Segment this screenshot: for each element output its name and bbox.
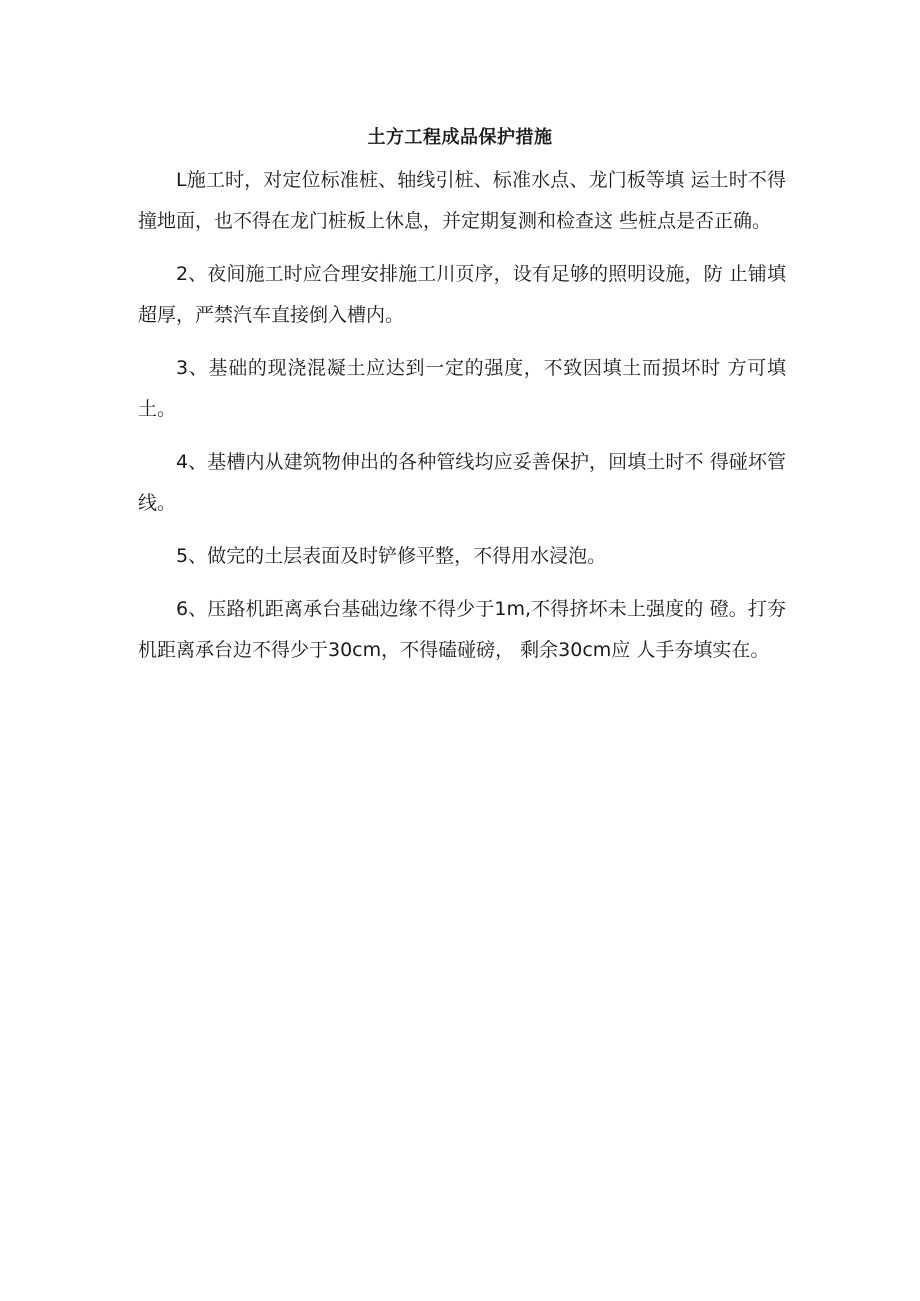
paragraph-5: 5、做完的土层表面及时铲修平整，不得用水浸泡。	[176, 545, 607, 567]
paragraph-4: 4、基槽内从建筑物伸出的各种管线均应妥善保护，回填土时不 得碰坏管线。	[138, 451, 786, 514]
paragraph-3: 3、基础的现浇混凝土应达到一定的强度，不致因填土而损坏时 方可填土。	[138, 357, 786, 420]
paragraph-6: 6、压路机距离承台基础边缘不得少于1m,不得挤坏未上强度的 磴。打夯机距离承台边不得少于30cm，不得磕碰磅， 剩余30cm应 人手夯填实在。	[138, 598, 786, 661]
document-title: 土方工程成品保护措施	[367, 127, 553, 148]
paragraph-2: 2、夜间施工时应合理安排施工川页序，设有足够的照明设施，防 止铺填超厚，严禁汽车直接倒入槽内。	[138, 263, 786, 326]
paragraph-1: L施工时，对定位标准桩、轴线引桩、标准水点、龙门板等填 运土时不得撞地面，也不得在龙门桩板上休息，并定期复测和检查这 些桩点是否正确。	[138, 169, 786, 232]
document-body	[138, 160, 786, 683]
